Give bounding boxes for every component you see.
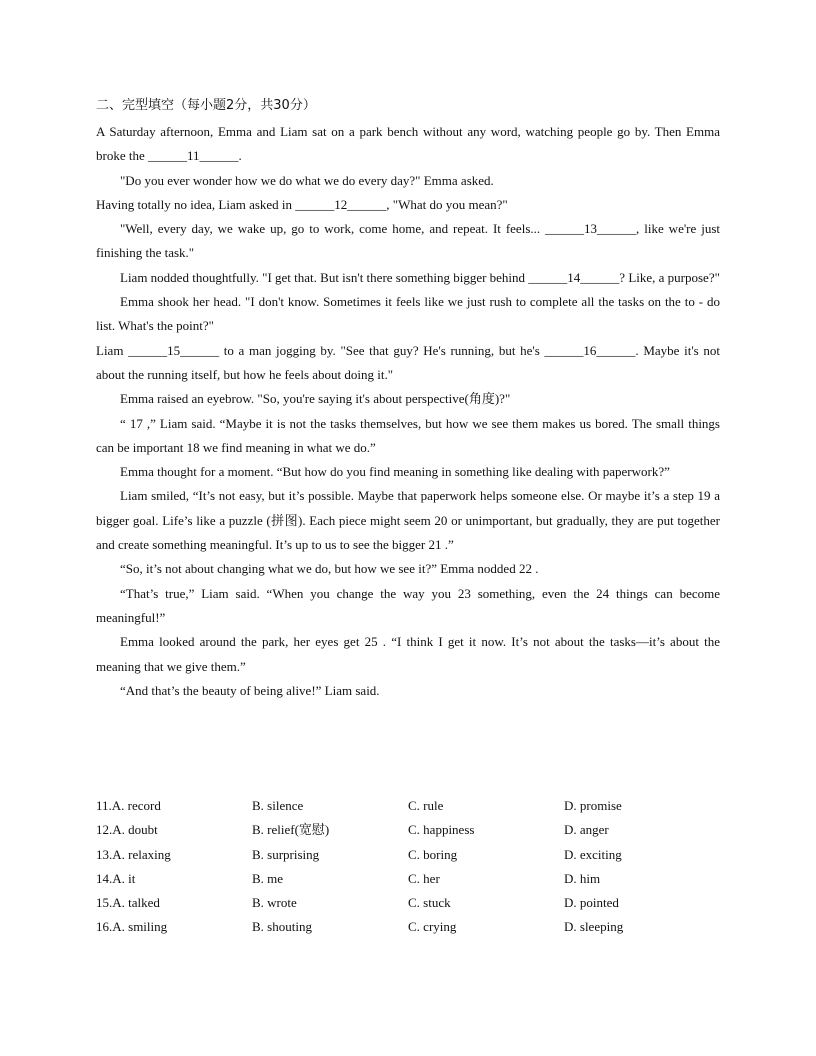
option-a: 15.A. talked	[96, 895, 160, 911]
paragraph: “So, it’s not about changing what we do, but how we see it?” Emma nodded 22 .	[120, 561, 539, 577]
option-c: C. boring	[408, 846, 458, 862]
options-table	[96, 794, 736, 940]
paragraph: Emma looked around the park, her eyes get 25 . “I think I get it now. It’s not about the tasks—it’s about the meaning that we give them.”	[96, 634, 720, 674]
question-row	[96, 891, 736, 915]
paragraph: “That’s true,” Liam said. “When you change the way you 23 something, even the 24 things can become meaningful!”	[96, 585, 720, 625]
option-a: 14.A. it	[96, 870, 136, 886]
question-row	[96, 818, 736, 842]
paragraph: Liam nodded thoughtfully. "I get that. But isn't there something bigger behind ______14______? Like, a purpose?"	[120, 269, 720, 285]
option-c: C. rule	[408, 798, 444, 813]
paragraph: Emma thought for a moment. “But how do you find meaning in something like dealing with paperwork?”	[120, 464, 670, 480]
question-row	[96, 794, 736, 818]
paragraph: "Do you ever wonder how we do what we do every day?" Emma asked.	[120, 172, 494, 188]
option-d: D. exciting	[564, 846, 622, 862]
option-c: C. stuck	[408, 895, 451, 911]
passage-body	[96, 120, 720, 703]
option-d: D. him	[564, 870, 601, 886]
paragraph: “And that’s the beauty of being alive!” Liam said.	[120, 682, 380, 698]
option-d: D. promise	[564, 798, 622, 813]
option-d: D. sleeping	[564, 919, 624, 935]
option-c: C. happiness	[408, 822, 475, 838]
option-b: B. me	[252, 870, 284, 886]
section-title: 二、完型填空（每小题2分，共30分）	[96, 98, 316, 113]
option-a: 13.A. relaxing	[96, 846, 171, 862]
passage	[96, 92, 720, 703]
question-row	[96, 867, 736, 891]
question-row	[96, 915, 736, 939]
paragraph: Emma shook her head. "I don't know. Sometimes it feels like we just rush to complete all the tasks on the to - do list. What's the point?"	[96, 294, 720, 334]
option-b: B. wrote	[252, 895, 297, 911]
paragraph: Having totally no idea, Liam asked in ______12______, "What do you mean?"	[96, 196, 508, 212]
paragraph: A Saturday afternoon, Emma and Liam sat on a park bench without any word, watching people go by. Then Emma broke the ______11______.	[96, 124, 720, 164]
option-a: 16.A. smiling	[96, 919, 168, 935]
paragraph: "Well, every day, we wake up, go to work, come home, and repeat. It feels... ______13______, like we're just finishing the task."	[96, 221, 720, 261]
option-c: C. crying	[408, 919, 457, 935]
option-b: B. relief(宽慰)	[252, 822, 330, 838]
paragraph: Liam ______15______ to a man jogging by. "See that guy? He's running, but he's ______16______. Maybe it's not about the running itself, but how he feels about doing it."	[96, 342, 720, 382]
option-a: 11.A. record	[96, 798, 161, 813]
paragraph: Emma raised an eyebrow. "So, you're saying it's about perspective(角度)?"	[120, 391, 511, 407]
question-row	[96, 843, 736, 867]
paragraph: “ 17 ,” Liam said. “Maybe it is not the tasks themselves, but how we see them makes us bored. The small things can be important 18 we find meaning in what we do.”	[96, 415, 720, 455]
option-d: D. pointed	[564, 895, 619, 911]
option-b: B. surprising	[252, 846, 320, 862]
option-b: B. silence	[252, 798, 304, 813]
option-b: B. shouting	[252, 919, 312, 935]
option-d: D. anger	[564, 822, 609, 838]
option-c: C. her	[408, 870, 440, 886]
paragraph: Liam smiled, “It’s not easy, but it’s possible. Maybe that paperwork helps someone else. Or maybe it’s a step 19 a bigger goal. Life’s like a puzzle (拼图). Each piece might seem 20 or unimportant, but gradually, they are put together and create something meaningful. It’s up to us to see the bigger 21 .”	[96, 488, 720, 553]
option-a: 12.A. doubt	[96, 822, 158, 838]
